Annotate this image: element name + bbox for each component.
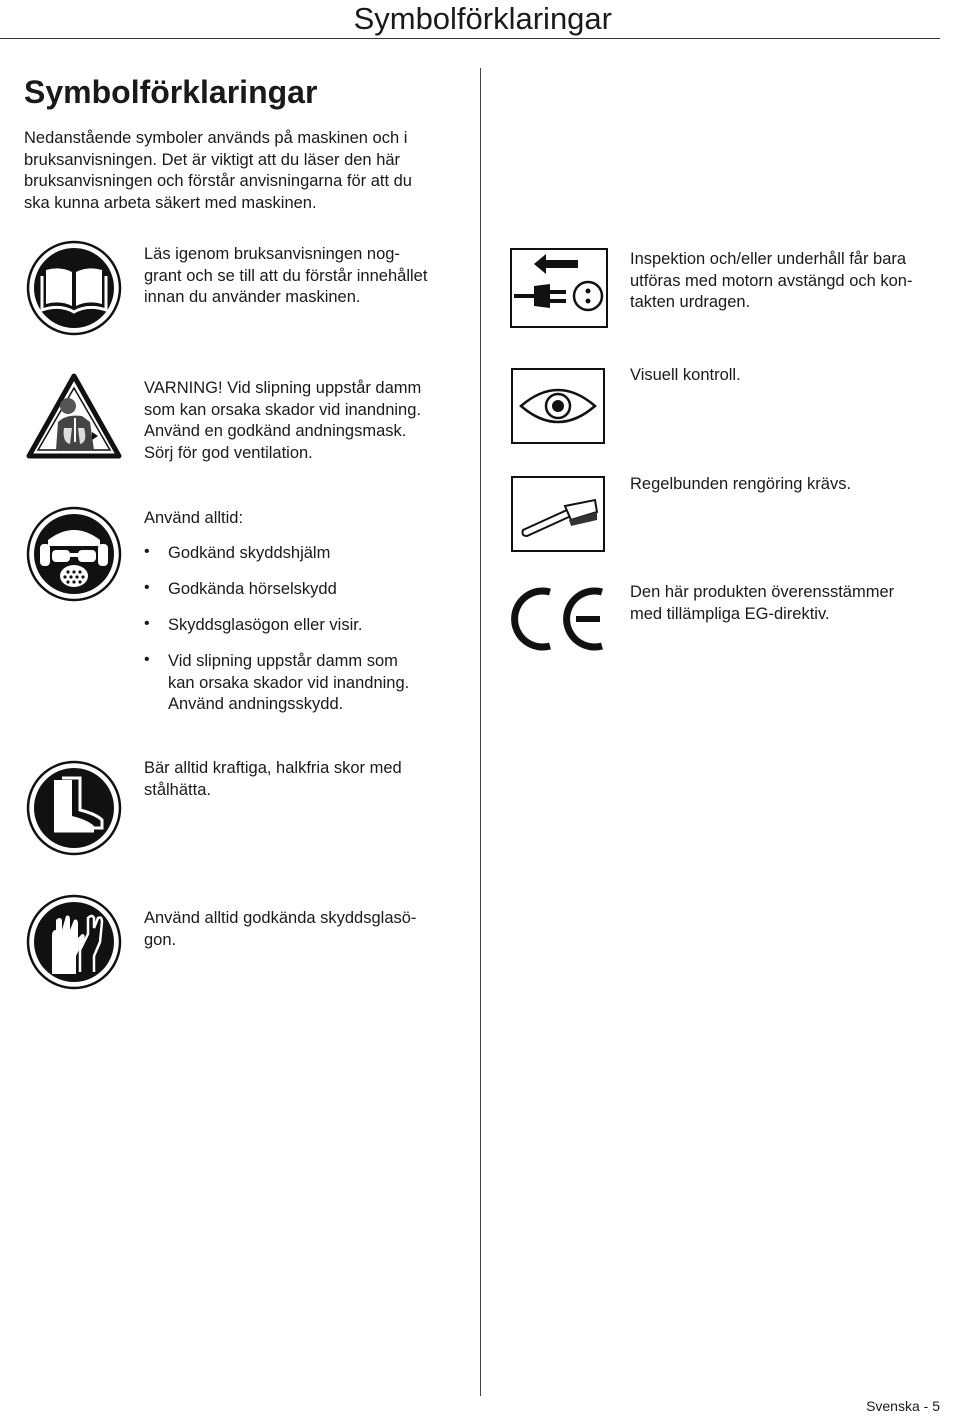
inspection-text: Inspektion och/eller underhåll får bara utföras med motorn avstängd och kon- takten urdragen.	[630, 250, 913, 311]
ce-mark-icon	[500, 584, 610, 654]
book-icon	[26, 240, 122, 336]
bullet-marker: •	[144, 615, 150, 632]
protective-gear-icon	[26, 506, 122, 602]
section-heading: Symbolförklaringar	[24, 74, 318, 110]
eye-icon	[511, 368, 605, 444]
bullet-helmet: Godkänd skyddshjälm	[168, 544, 331, 562]
boots-text: Bär alltid kraftiga, halkfria skor med stålhätta.	[144, 759, 402, 799]
bullet-hearing: Godkända hörselskydd	[168, 580, 337, 598]
bullet-dust: Vid slipning uppstår damm som kan orsaka skador vid inandning. Använd andningsskydd.	[168, 652, 410, 713]
bullet-marker: •	[144, 579, 150, 596]
cleaning-text: Regelbunden rengöring krävs.	[630, 475, 852, 493]
dust-warning-icon	[26, 372, 122, 460]
bullet-marker: •	[144, 543, 150, 560]
header-divider	[0, 38, 940, 39]
page-header-title: Symbolförklaringar	[353, 1, 612, 36]
page-number: Svenska - 5	[866, 1398, 940, 1414]
ce-text: Den här produkten överensstämmer med tillämpliga EG-direktiv.	[630, 583, 895, 623]
bullet-glasses: Skyddsglasögon eller visir.	[168, 616, 363, 634]
bullet-marker: •	[144, 651, 150, 668]
always-use-title: Använd alltid:	[144, 509, 244, 527]
visual-check-text: Visuell kontroll.	[630, 366, 741, 384]
column-divider	[480, 68, 481, 1396]
intro-text: Nedanstående symboler används på maskinen och i bruksanvisningen. Det är viktigt att du läser den här bruksanvisningen och förstår anvisningarna för att du ska kunna arbeta säkert med maskinen.	[24, 129, 412, 212]
boots-icon	[26, 760, 122, 856]
gloves-text: Använd alltid godkända skyddsglasö- gon.	[144, 909, 417, 949]
plug-icon	[510, 248, 608, 328]
manual-text: Läs igenom bruksanvisningen nog- grant och se till att du förstår innehållet innan du använder maskinen.	[144, 245, 428, 306]
brush-icon	[511, 476, 605, 552]
warning-text: VARNING! Vid slipning uppstår damm som kan orsaka skador vid inandning. Använd en godkänd andningsmask. Sörj för god ventilation.	[144, 379, 422, 462]
gloves-icon	[26, 894, 122, 990]
